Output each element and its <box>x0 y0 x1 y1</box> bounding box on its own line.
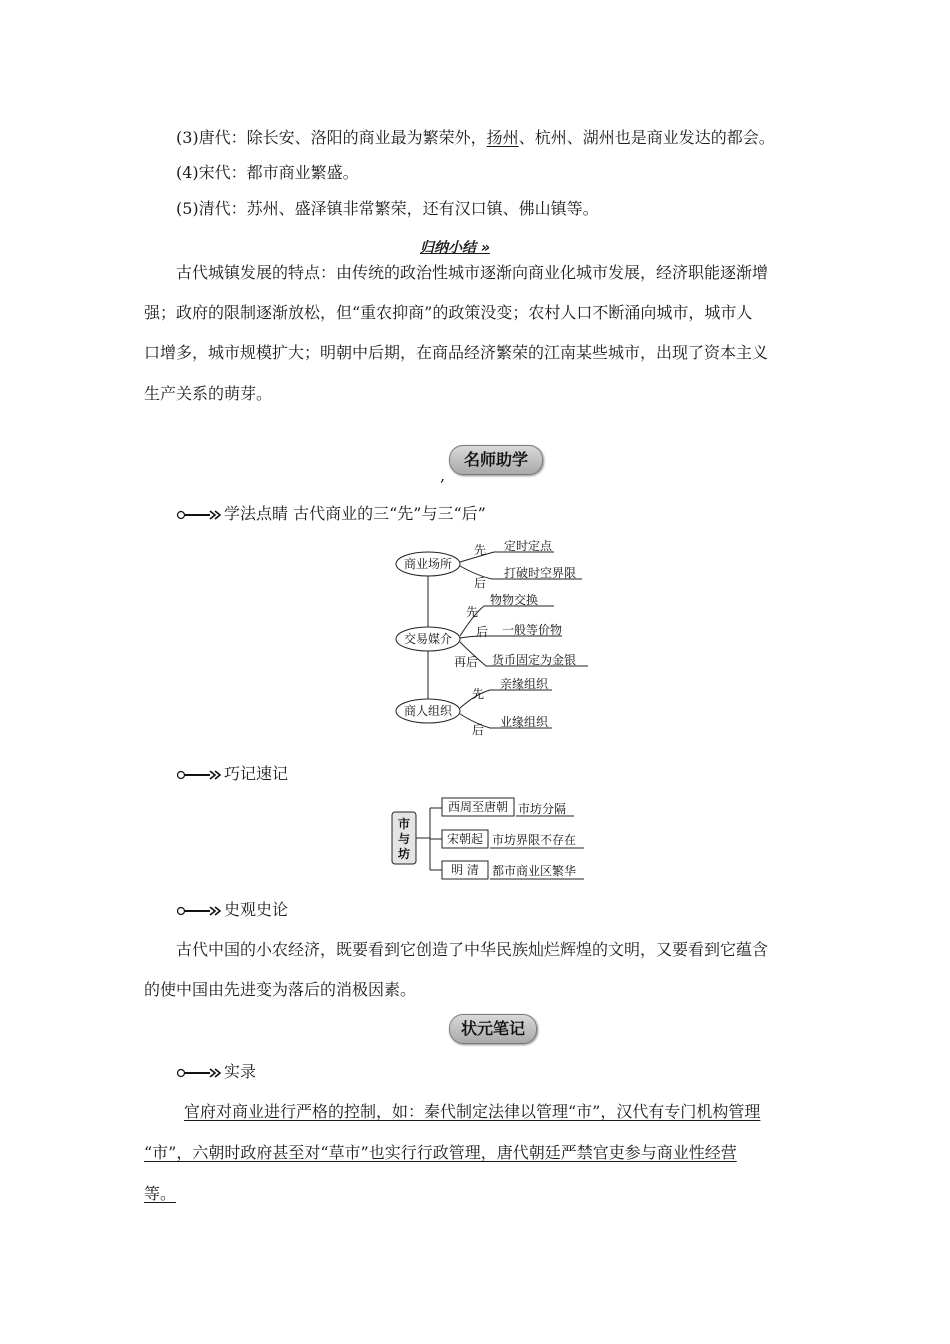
arrow-marker-icon <box>176 1067 222 1079</box>
period-desc: 市坊分隔 <box>518 802 567 816</box>
arrow-marker-icon <box>176 509 222 521</box>
arrow-marker-icon <box>176 905 222 917</box>
double-chevron-icon: » <box>476 240 490 256</box>
market-ward-diagram <box>388 796 598 884</box>
arrow-marker-icon <box>176 769 222 781</box>
node-marketplace-label: 商业场所 <box>403 557 453 571</box>
branch-text: 一般等价物 <box>502 623 563 637</box>
section-history-view <box>176 899 288 921</box>
section-record-title: 实录 <box>224 1062 257 1081</box>
section-memory-title: 巧记速记 <box>224 764 289 783</box>
summary-line: 口增多，城市规模扩大；明朝中后期，在商品经济繁荣的江南某些城市，出现了资本主义 <box>144 343 769 362</box>
item-tang-highlight: 扬州 <box>486 128 519 147</box>
root-char: 市 <box>397 817 411 831</box>
item-tang <box>176 128 775 148</box>
period-label: 宋朝起 <box>446 832 484 846</box>
summary-title-text: 归纳小结 <box>420 240 476 256</box>
root-char: 与 <box>397 832 411 846</box>
branch-text: 物物交换 <box>490 593 539 607</box>
record-line: 等。 <box>144 1184 177 1203</box>
stray-mark: , <box>440 466 446 485</box>
branch-label: 先 <box>466 605 479 619</box>
root-char: 坊 <box>397 847 411 861</box>
section-record <box>176 1061 256 1083</box>
branch-label: 后 <box>476 625 489 639</box>
item-tang-prefix: (3)唐代：除长安、洛阳的商业最为繁荣外， <box>176 128 487 147</box>
period-desc: 都市商业区繁华 <box>492 864 577 878</box>
summary-title <box>420 237 490 257</box>
item-qing: (5)清代：苏州、盛泽镇非常繁荣，还有汉口镇、佛山镇等。 <box>176 199 599 218</box>
branch-label: 后 <box>474 576 487 590</box>
section-history-title: 史观史论 <box>224 900 289 919</box>
record-line: 官府对商业进行严格的控制，如：秦代制定法律以管理“市”，汉代有专门机构管理 <box>184 1102 761 1121</box>
branch-label: 再后 <box>454 655 479 669</box>
section-method <box>176 503 486 525</box>
history-line: 古代中国的小农经济，既要看到它创造了中华民族灿烂辉煌的文明，又要看到它蕴含 <box>176 940 769 959</box>
node-medium-label: 交易媒介 <box>403 632 453 646</box>
section-method-title: 学法点睛 古代商业的三“先”与三“后” <box>224 504 486 523</box>
branch-label: 后 <box>472 723 485 737</box>
branch-text: 货币固定为金银 <box>492 653 577 667</box>
branch-text: 业缘组织 <box>500 715 549 729</box>
period-desc: 市坊界限不存在 <box>492 833 577 847</box>
period-label: 西周至唐朝 <box>447 800 509 814</box>
branch-label: 先 <box>474 543 487 557</box>
branch-text: 打破时空界限 <box>504 566 577 580</box>
section-memory <box>176 763 288 785</box>
branch-text: 定时定点 <box>504 539 553 553</box>
badge-teacher-help: 名师助学 <box>449 445 543 475</box>
badge-top-notes: 状元笔记 <box>449 1014 537 1044</box>
merchant-diagram <box>388 534 598 744</box>
history-line: 的使中国由先进变为落后的消极因素。 <box>144 980 417 999</box>
summary-line: 生产关系的萌芽。 <box>144 384 273 403</box>
node-organization-label: 商人组织 <box>403 704 453 718</box>
period-label: 明 清 <box>451 863 479 877</box>
item-song: (4)宋代：都市商业繁盛。 <box>176 163 359 182</box>
summary-line: 古代城镇发展的特点：由传统的政治性城市逐渐向商业化城市发展，经济职能逐渐增 <box>176 263 769 282</box>
record-line: “市”，六朝时政府甚至对“草市”也实行行政管理，唐代朝廷严禁官吏参与商业性经营 <box>144 1143 737 1162</box>
branch-label: 先 <box>472 687 485 701</box>
summary-line: 强；政府的限制逐渐放松，但“重农抑商”的政策没变；农村人口不断涌向城市，城市人 <box>144 303 753 322</box>
branch-text: 亲缘组织 <box>500 677 549 691</box>
item-tang-suffix: 、杭州、湖州也是商业发达的都会。 <box>518 128 775 147</box>
